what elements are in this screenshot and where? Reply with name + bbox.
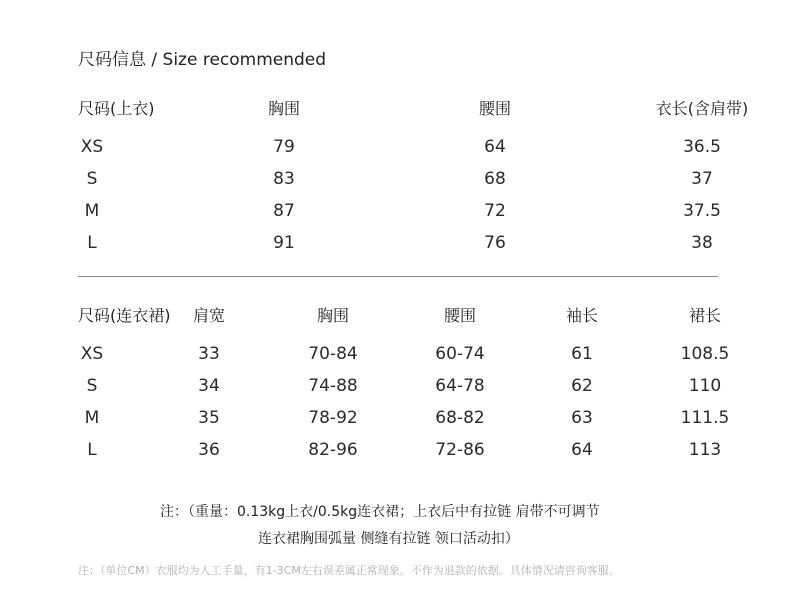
col-header-bust: 胸围 — [316, 306, 350, 325]
table-cell: 87 — [273, 201, 295, 221]
table-cell: 63 — [571, 408, 593, 428]
table-cell: S — [86, 376, 98, 396]
table-cell: 78-92 — [308, 408, 358, 428]
table-cell: 36.5 — [683, 137, 721, 157]
table-cell: S — [86, 169, 98, 189]
table-cell: 62 — [571, 376, 593, 396]
table-cell: 37 — [691, 169, 713, 189]
table-cell: 35 — [198, 408, 220, 428]
table-cell: 34 — [198, 376, 220, 396]
table-cell: 37.5 — [683, 201, 721, 221]
table-cell: M — [84, 408, 100, 428]
table-cell: 74-88 — [308, 376, 358, 396]
table-cell: 38 — [691, 233, 713, 253]
note-line-1: 注：（重量：0.13kg上衣/0.5kg连衣裙；上衣后中有拉链 肩带不可调节 — [160, 504, 600, 520]
col-header-size-top: 尺码(上衣) — [78, 99, 155, 118]
col-header-waist: 腰围 — [443, 306, 477, 325]
table-divider — [78, 276, 718, 277]
table-cell: 64 — [484, 137, 506, 157]
table-cell: 72-86 — [435, 440, 485, 460]
table-cell: L — [87, 233, 97, 253]
table-cell: 110 — [688, 376, 722, 396]
table-cell: 64 — [571, 440, 593, 460]
table-cell: 60-74 — [435, 344, 485, 364]
table-cell: 76 — [484, 233, 506, 253]
page-title: 尺码信息 / Size recommended — [78, 50, 327, 70]
table-cell: L — [87, 440, 97, 460]
table-cell: 91 — [273, 233, 295, 253]
table-cell: 36 — [198, 440, 220, 460]
table-cell: XS — [80, 137, 104, 157]
table-cell: 70-84 — [308, 344, 358, 364]
table-cell: 64-78 — [435, 376, 485, 396]
note-line-2: 连衣裙胸围弧量 侧缝有拉链 领口活动扣） — [258, 531, 519, 547]
col-header-bust: 胸围 — [267, 99, 301, 118]
col-header-sleeve: 袖长 — [565, 306, 599, 325]
table-cell: 72 — [484, 201, 506, 221]
col-header-waist: 腰围 — [478, 99, 512, 118]
table-cell: 108.5 — [680, 344, 730, 364]
table-cell: 33 — [198, 344, 220, 364]
table-cell: 68-82 — [435, 408, 485, 428]
table-cell: 83 — [273, 169, 295, 189]
table-cell: 113 — [688, 440, 722, 460]
table-cell: 68 — [484, 169, 506, 189]
col-header-size-dress: 尺码(连衣裙) — [78, 306, 171, 325]
col-header-length: 衣长(含肩带) — [655, 99, 749, 118]
table-cell: 82-96 — [308, 440, 358, 460]
col-header-shoulder: 肩宽 — [192, 306, 226, 325]
measurement-disclaimer: 注：（单位CM）衣服均为人工手量，有1-3CM左右误差属正常现象。不作为退款的依据。具体情况请咨询客服。 — [78, 564, 620, 577]
table-cell: 61 — [571, 344, 593, 364]
table-cell: 79 — [273, 137, 295, 157]
col-header-dress-length: 裙长 — [688, 306, 722, 325]
table-cell: 111.5 — [680, 408, 730, 428]
table-cell: M — [84, 201, 100, 221]
table-cell: XS — [80, 344, 104, 364]
